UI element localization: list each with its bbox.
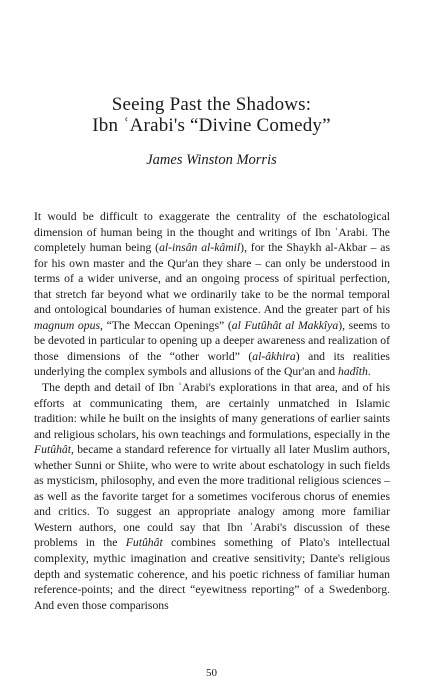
article-title-line-1: Seeing Past the Shadows: <box>111 94 312 115</box>
text-run: , “The Meccan Openings” ( <box>100 318 232 332</box>
italic-term: Futûhât <box>34 443 72 457</box>
text-run: ), for the Shaykh al-Akbar – as for his own master and the Qur'an they share – can only be understood in terms of a wider universe, and an ongoing process of spiritual perfection, that stretch far beyond what we ordinarily take to be the normal temporal and ontological boundaries of human existence. And the greater part of his <box>34 241 391 317</box>
text-run: ), seems to be devoted in particular to opening up a deeper awareness and realization of those dimensions of the “other world” ( <box>34 318 390 363</box>
body-text <box>34 209 390 613</box>
article-title-line-2: Ibn ʿArabi's “Divine Comedy” <box>92 115 331 136</box>
paragraph-1 <box>34 209 390 380</box>
text-run: The depth and detail of Ibn ʿArabi's explorations in that area, and of his efforts at communicating them, are certainly unmatched in Islamic tradition: while he built on the insights of many generations of earlier saints and religious scholars, his own teachings and formulations, especially in the <box>34 381 390 441</box>
italic-term: hadîth <box>337 365 368 379</box>
page-number: 50 <box>206 667 217 679</box>
italic-term: al-insân al-kâmil <box>159 241 241 255</box>
text-run: It would be difficult to exaggerate the centrality of the eschatological dimension of human being in the thought and writings of Ibn ʿArabi. The completely human being ( <box>34 210 390 255</box>
italic-term: magnum opus <box>34 318 100 332</box>
text-run: , became a standard reference for virtually all later Muslim authors, whether Sunni or Shiite, who were to write about eschatology in such fields as mysticism, philosophy, and even the more traditional religious sciences – as well as the favorite target for a sometimes vociferous chorus of enemies and critics. To suggest an appropriate analogy among more familiar Western authors, one could say that Ibn ʿArabi's discussion of these problems in the <box>34 443 390 550</box>
author-name: James Winston Morris <box>146 152 277 168</box>
text-run: combines something of Plato's intellectual complexity, mythic imagination and creative sensitivity; Dante's religious depth and systematic coherence, and his poetic richness of familiar human reference-points; and the direct “eyewitness reporting” of a Swedenborg. And even those comparisons <box>34 536 391 612</box>
italic-term: al-âkhira <box>252 349 296 363</box>
text-run: ) and its realities underlying the complex symbols and allusions of the Qur'an and <box>34 349 390 379</box>
text-run: . <box>367 365 371 379</box>
paragraph-2 <box>34 380 390 613</box>
italic-term: Futûhât <box>125 536 163 550</box>
italic-term: al Futûhât al Makkîya <box>231 318 339 332</box>
